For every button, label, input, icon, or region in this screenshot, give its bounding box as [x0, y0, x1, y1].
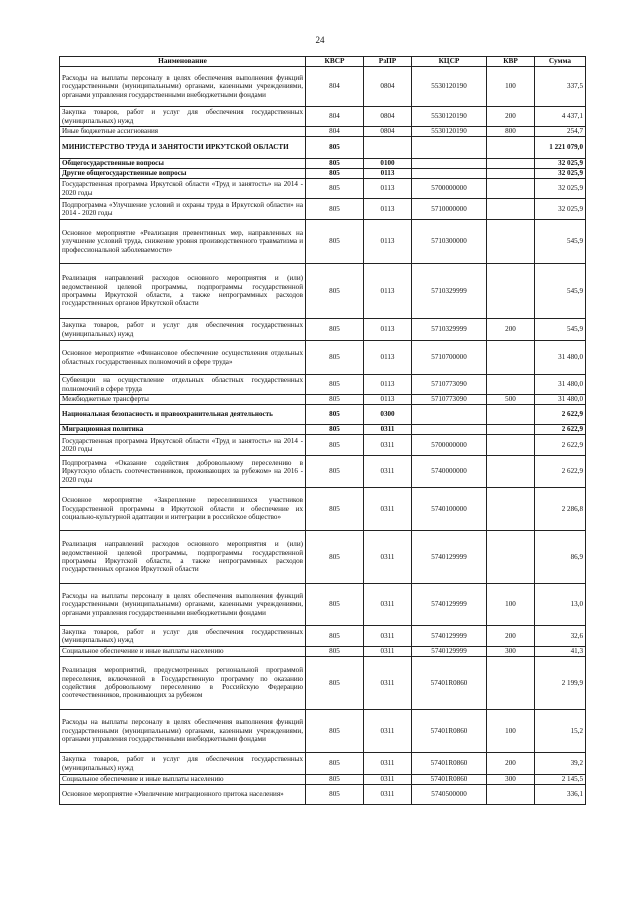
cell-kcsr: 5740129999 — [412, 531, 487, 584]
table-row — [60, 488, 586, 531]
cell-rzpr: 0311 — [364, 435, 412, 456]
cell-sum: 31 480,0 — [535, 341, 586, 375]
cell-rzpr: 0113 — [364, 395, 412, 405]
table-row — [60, 220, 586, 264]
cell-kcsr: 5700000000 — [412, 435, 487, 456]
cell-kvr: 300 — [487, 775, 535, 785]
cell-name: Реализация направлений расходов основного мероприятия и (или) ведомственной целевой программы, подпрограммы государственной программы Иркутской области, а также непрограммных расходов государственных органов Иркутской области — [60, 531, 306, 584]
cell-kvsr: 804 — [306, 127, 364, 137]
cell-sum: 545,9 — [535, 319, 586, 341]
cell-kvsr: 805 — [306, 375, 364, 395]
cell-kcsr: 57401R0860 — [412, 775, 487, 785]
cell-kcsr — [412, 169, 487, 179]
cell-sum: 2 199,9 — [535, 657, 586, 710]
cell-name: Основное мероприятие «Закрепление переселившихся участников Государственной программы в Иркутской области и обеспечение их социально-культурной адаптации и интеграции в российское общество» — [60, 488, 306, 531]
cell-kvr — [487, 159, 535, 169]
cell-kvsr: 805 — [306, 435, 364, 456]
table-header-row — [60, 57, 586, 67]
cell-name: Основное мероприятие «Реализация превентивных мер, направленных на улучшение условий труда, снижение уровня производственного травматизма и профессиональной заболеваемости» — [60, 220, 306, 264]
cell-sum: 4 437,1 — [535, 107, 586, 127]
cell-sum: 2 286,8 — [535, 488, 586, 531]
cell-kvsr: 805 — [306, 488, 364, 531]
cell-rzpr: 0804 — [364, 127, 412, 137]
cell-name: Основное мероприятие «Финансовое обеспечение осуществления отдельных областных государственных полномочий в сфере труда» — [60, 341, 306, 375]
cell-kcsr — [412, 425, 487, 435]
cell-sum: 337,5 — [535, 67, 586, 107]
cell-name: Национальная безопасность и правоохранительная деятельность — [60, 405, 306, 425]
cell-sum: 32 025,9 — [535, 169, 586, 179]
cell-rzpr: 0113 — [364, 179, 412, 199]
cell-kcsr: 5710329999 — [412, 264, 487, 319]
cell-kcsr: 57401R0860 — [412, 657, 487, 710]
table-row — [60, 127, 586, 137]
cell-rzpr: 0113 — [364, 264, 412, 319]
header-kvr: КВР — [487, 57, 535, 67]
table-row — [60, 775, 586, 785]
cell-kvr — [487, 405, 535, 425]
cell-rzpr: 0311 — [364, 647, 412, 657]
cell-rzpr: 0100 — [364, 159, 412, 169]
cell-sum: 41,3 — [535, 647, 586, 657]
cell-sum: 39,2 — [535, 753, 586, 775]
cell-kvsr: 804 — [306, 107, 364, 127]
table-row — [60, 405, 586, 425]
cell-sum: 545,9 — [535, 220, 586, 264]
cell-kvr — [487, 435, 535, 456]
cell-kvr — [487, 531, 535, 584]
cell-kvr: 100 — [487, 67, 535, 107]
cell-sum: 1 221 079,0 — [535, 137, 586, 159]
cell-sum: 2 622,9 — [535, 405, 586, 425]
cell-kcsr: 5740500000 — [412, 785, 487, 805]
cell-kvr — [487, 785, 535, 805]
cell-kvr: 200 — [487, 626, 535, 647]
cell-kcsr: 5740129999 — [412, 626, 487, 647]
cell-kvsr: 805 — [306, 199, 364, 220]
table-row — [60, 395, 586, 405]
table-row — [60, 159, 586, 169]
cell-kcsr: 5530120190 — [412, 67, 487, 107]
cell-name: Миграционная политика — [60, 425, 306, 435]
cell-sum: 86,9 — [535, 531, 586, 584]
cell-name: МИНИСТЕРСТВО ТРУДА И ЗАНЯТОСТИ ИРКУТСКОЙ ОБЛАСТИ — [60, 137, 306, 159]
cell-kvr — [487, 456, 535, 488]
cell-name: Социальное обеспечение и иные выплаты населению — [60, 775, 306, 785]
table-row — [60, 647, 586, 657]
cell-rzpr: 0311 — [364, 775, 412, 785]
cell-kvr — [487, 425, 535, 435]
cell-kcsr — [412, 159, 487, 169]
page-number: 24 — [315, 35, 325, 45]
cell-kcsr: 5710329999 — [412, 319, 487, 341]
cell-sum: 336,1 — [535, 785, 586, 805]
cell-sum: 2 622,9 — [535, 456, 586, 488]
table-row — [60, 425, 586, 435]
cell-kvr: 500 — [487, 395, 535, 405]
table-row — [60, 626, 586, 647]
cell-rzpr: 0113 — [364, 319, 412, 341]
cell-kcsr: 57401R0860 — [412, 710, 487, 753]
cell-sum: 32 025,9 — [535, 199, 586, 220]
cell-kvr: 100 — [487, 710, 535, 753]
cell-kvr — [487, 199, 535, 220]
cell-kvsr: 805 — [306, 647, 364, 657]
header-rzpr: РзПР — [364, 57, 412, 67]
cell-rzpr: 0113 — [364, 341, 412, 375]
cell-rzpr: 0311 — [364, 753, 412, 775]
cell-kvr: 200 — [487, 107, 535, 127]
cell-name: Общегосударственные вопросы — [60, 159, 306, 169]
table-row — [60, 435, 586, 456]
cell-kvr: 300 — [487, 647, 535, 657]
cell-kcsr: 5710773090 — [412, 395, 487, 405]
cell-kvr — [487, 341, 535, 375]
cell-kvsr: 805 — [306, 264, 364, 319]
table-body — [60, 67, 586, 805]
cell-rzpr: 0311 — [364, 488, 412, 531]
cell-kcsr: 5700000000 — [412, 179, 487, 199]
cell-kvr: 200 — [487, 319, 535, 341]
cell-kcsr: 5740100000 — [412, 488, 487, 531]
cell-sum: 31 480,0 — [535, 375, 586, 395]
header-sum: Сумма — [535, 57, 586, 67]
cell-kcsr: 5740129999 — [412, 584, 487, 626]
cell-name: Расходы на выплаты персоналу в целях обеспечения выполнения функций государственными (муниципальными) органами, казенными учреждениями, органами управления государственными внебюджетными фондами — [60, 710, 306, 753]
cell-rzpr: 0311 — [364, 657, 412, 710]
cell-kvsr: 805 — [306, 775, 364, 785]
table-row — [60, 584, 586, 626]
cell-kvsr: 805 — [306, 341, 364, 375]
cell-rzpr: 0311 — [364, 584, 412, 626]
cell-sum: 13,0 — [535, 584, 586, 626]
cell-kvsr: 805 — [306, 785, 364, 805]
cell-rzpr: 0113 — [364, 375, 412, 395]
table-row — [60, 67, 586, 107]
cell-name: Основное мероприятие «Увеличение миграционного притока населения» — [60, 785, 306, 805]
table-row — [60, 169, 586, 179]
cell-rzpr: 0311 — [364, 626, 412, 647]
cell-name: Другие общегосударственные вопросы — [60, 169, 306, 179]
cell-kvr — [487, 488, 535, 531]
header-kvsr: КВСР — [306, 57, 364, 67]
cell-sum: 2 622,9 — [535, 425, 586, 435]
cell-kvr — [487, 179, 535, 199]
cell-rzpr — [364, 137, 412, 159]
cell-name: Реализация мероприятий, предусмотренных региональной программой переселения, включенной в Государственную программу по оказанию содействия добровольному переселению в Российскую Федерацию соотечественников, проживающих за рубежом — [60, 657, 306, 710]
cell-kvsr: 804 — [306, 67, 364, 107]
table-row — [60, 137, 586, 159]
cell-kcsr — [412, 405, 487, 425]
cell-kvsr: 805 — [306, 626, 364, 647]
table-row — [60, 531, 586, 584]
cell-kcsr: 5740129999 — [412, 647, 487, 657]
cell-sum: 15,2 — [535, 710, 586, 753]
cell-kvr — [487, 657, 535, 710]
cell-name: Расходы на выплаты персоналу в целях обеспечения выполнения функций государственными (муниципальными) органами, казенными учреждениями, органами управления государственными внебюджетными фондами — [60, 67, 306, 107]
cell-name: Государственная программа Иркутской области «Труд и занятость» на 2014 - 2020 годы — [60, 435, 306, 456]
cell-kcsr: 5710700000 — [412, 341, 487, 375]
table-row — [60, 785, 586, 805]
table-row — [60, 657, 586, 710]
cell-name: Социальное обеспечение и иные выплаты населению — [60, 647, 306, 657]
cell-rzpr: 0300 — [364, 405, 412, 425]
cell-kvsr: 805 — [306, 753, 364, 775]
cell-rzpr: 0804 — [364, 107, 412, 127]
cell-kvr: 800 — [487, 127, 535, 137]
cell-kvsr: 805 — [306, 395, 364, 405]
table-row — [60, 264, 586, 319]
cell-name: Закупка товаров, работ и услуг для обеспечения государственных (муниципальных) нужд — [60, 626, 306, 647]
cell-kcsr: 5710773090 — [412, 375, 487, 395]
cell-rzpr: 0311 — [364, 531, 412, 584]
cell-sum: 31 480,0 — [535, 395, 586, 405]
cell-kvsr: 805 — [306, 319, 364, 341]
cell-kvsr: 805 — [306, 137, 364, 159]
cell-kvsr: 805 — [306, 220, 364, 264]
cell-rzpr: 0311 — [364, 456, 412, 488]
cell-kvsr: 805 — [306, 584, 364, 626]
cell-kcsr: 57401R0860 — [412, 753, 487, 775]
cell-kcsr: 5710300000 — [412, 220, 487, 264]
header-name: Наименование — [60, 57, 306, 67]
cell-kcsr — [412, 137, 487, 159]
table-row — [60, 107, 586, 127]
cell-name: Закупка товаров, работ и услуг для обеспечения государственных (муниципальных) нужд — [60, 753, 306, 775]
cell-kcsr: 5530120190 — [412, 127, 487, 137]
table-row — [60, 710, 586, 753]
cell-name: Расходы на выплаты персоналу в целях обеспечения выполнения функций государственными (муниципальными) органами, казенными учреждениями, органами управления государственными внебюджетными фондами — [60, 584, 306, 626]
cell-rzpr: 0804 — [364, 67, 412, 107]
cell-sum: 2 622,9 — [535, 435, 586, 456]
cell-kvr — [487, 264, 535, 319]
table-row — [60, 319, 586, 341]
cell-kvsr: 805 — [306, 531, 364, 584]
cell-name: Реализация направлений расходов основного мероприятия и (или) ведомственной целевой программы, подпрограммы государственной программы Иркутской области, а также непрограммных расходов государственных органов Иркутской области — [60, 264, 306, 319]
cell-sum: 32 025,9 — [535, 179, 586, 199]
cell-name: Закупка товаров, работ и услуг для обеспечения государственных (муниципальных) нужд — [60, 107, 306, 127]
cell-kvsr: 805 — [306, 405, 364, 425]
cell-kvsr: 805 — [306, 425, 364, 435]
cell-kvr — [487, 220, 535, 264]
cell-sum: 32,6 — [535, 626, 586, 647]
cell-kvr — [487, 137, 535, 159]
table-row — [60, 199, 586, 220]
cell-kvr: 200 — [487, 753, 535, 775]
cell-kvr — [487, 375, 535, 395]
cell-rzpr: 0113 — [364, 199, 412, 220]
cell-name: Закупка товаров, работ и услуг для обеспечения государственных (муниципальных) нужд — [60, 319, 306, 341]
cell-kvsr: 805 — [306, 456, 364, 488]
cell-name: Подпрограмма «Улучшение условий и охраны труда в Иркутской области» на 2014 - 2020 годы — [60, 199, 306, 220]
cell-rzpr: 0311 — [364, 785, 412, 805]
cell-rzpr: 0113 — [364, 220, 412, 264]
cell-kvr: 100 — [487, 584, 535, 626]
cell-kcsr: 5710000000 — [412, 199, 487, 220]
cell-name: Межбюджетные трансферты — [60, 395, 306, 405]
cell-name: Иные бюджетные ассигнования — [60, 127, 306, 137]
cell-kvsr: 805 — [306, 710, 364, 753]
cell-rzpr: 0311 — [364, 425, 412, 435]
table-row — [60, 456, 586, 488]
cell-rzpr: 0113 — [364, 169, 412, 179]
cell-sum: 254,7 — [535, 127, 586, 137]
table-row — [60, 341, 586, 375]
cell-kvr — [487, 169, 535, 179]
cell-sum: 2 145,5 — [535, 775, 586, 785]
table-row — [60, 753, 586, 775]
cell-rzpr: 0311 — [364, 710, 412, 753]
cell-sum: 545,9 — [535, 264, 586, 319]
cell-name: Подпрограмма «Оказание содействия добровольному переселению в Иркутскую область соотечественников, проживающих за рубежом» на 2016 - 2020 годы — [60, 456, 306, 488]
table-row — [60, 179, 586, 199]
cell-name: Государственная программа Иркутской области «Труд и занятость» на 2014 - 2020 годы — [60, 179, 306, 199]
cell-kvsr: 805 — [306, 657, 364, 710]
table-row — [60, 375, 586, 395]
cell-kvsr: 805 — [306, 159, 364, 169]
cell-sum: 32 025,9 — [535, 159, 586, 169]
header-kcsr: КЦСР — [412, 57, 487, 67]
budget-table — [59, 56, 586, 805]
cell-kvsr: 805 — [306, 169, 364, 179]
cell-kcsr: 5740000000 — [412, 456, 487, 488]
cell-name: Субвенции на осуществление отдельных областных государственных полномочий в сфере труда — [60, 375, 306, 395]
cell-kvsr: 805 — [306, 179, 364, 199]
cell-kcsr: 5530120190 — [412, 107, 487, 127]
